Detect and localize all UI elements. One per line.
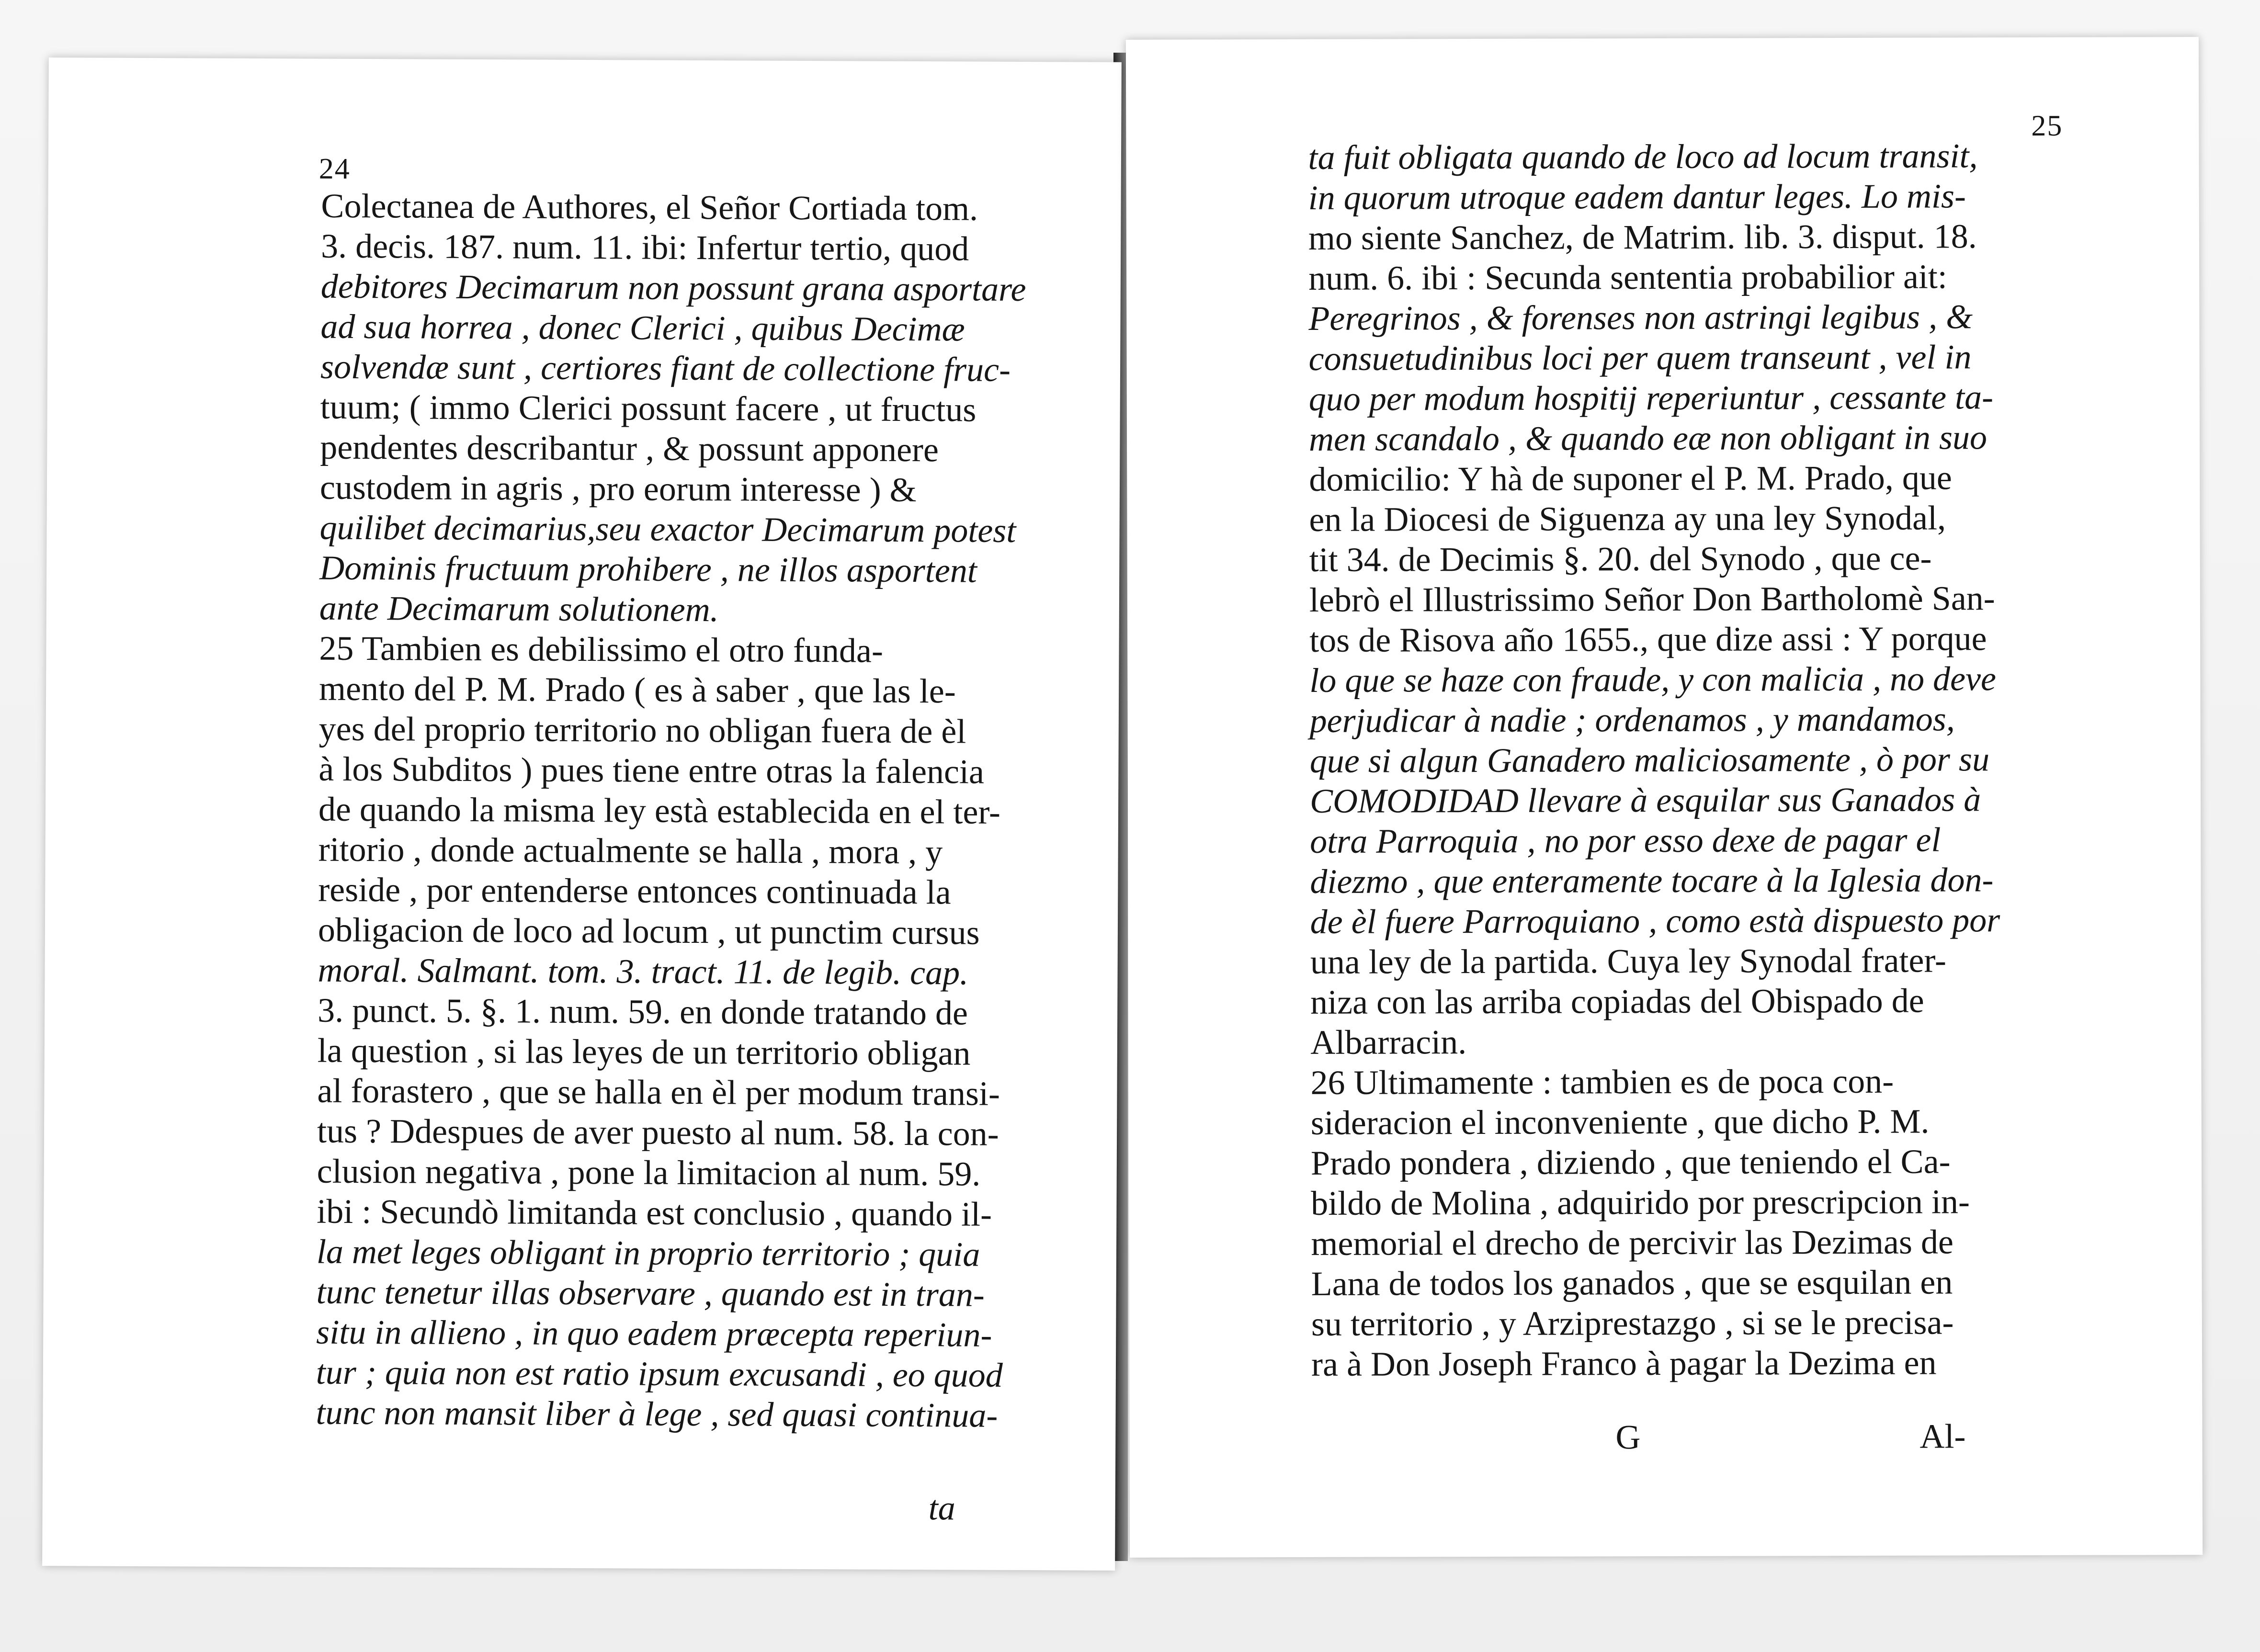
text-line: solvendæ sunt , certiores fiant de collectione fruc- <box>320 347 1011 389</box>
text-line: ra à Don Joseph Franco à pagar la Dezima en <box>1311 1343 1937 1383</box>
text-line: Peregrinos , & forenses non astringi legibus , & <box>1308 297 1973 338</box>
text-line: en la Diocesi de Siguenza ay una ley Synodal, <box>1309 498 1946 539</box>
text-line: quo per modum hospitij reperiuntur , cessante ta- <box>1308 378 1994 418</box>
text-line: debitores Decimarum non possunt grana asportare <box>320 267 1026 309</box>
text-line: 3. punct. 5. §. 1. num. 59. en donde tratando de <box>318 991 968 1032</box>
text-line: su territorio , y Arziprestazgo , si se le precisa- <box>1311 1303 1954 1343</box>
text-line: mento del P. M. Prado ( es à saber , que las le- <box>318 669 956 711</box>
right-page <box>1126 37 2203 1558</box>
text-line: ante Decimarum solutionem. <box>319 588 719 629</box>
right-catchword: Al- <box>1919 1417 1966 1456</box>
text-line: ta fuit obligata quando de loco ad locum transit, <box>1308 136 1978 177</box>
text-line: obligacion de loco ad locum , ut punctim cursus <box>318 910 980 952</box>
text-line: ibi : Secundò limitanda est conclusio , quando il- <box>317 1192 992 1233</box>
text-line: reside , por entenderse entonces continuada la <box>318 870 951 912</box>
text-line: perjudicar à nadie ; ordenamos , y mandamos, <box>1309 700 1955 740</box>
text-line: memorial el drecho de percivir las Dezimas de <box>1311 1222 1953 1263</box>
text-line: tunc tenetur illas observare , quando est in tran- <box>316 1272 985 1314</box>
text-line: domicilio: Y hà de suponer el P. M. Prado, que <box>1309 458 1952 498</box>
left-page <box>42 57 1122 1571</box>
text-line: moral. Salmant. tom. 3. tract. 11. de legib. cap. <box>318 950 969 992</box>
text-line: ad sua horrea , donec Clerici , quibus Decimæ <box>320 307 965 349</box>
text-line: niza con las arriba copiadas del Obispado de <box>1310 981 1924 1021</box>
text-line: num. 6. ibi : Secunda sententia probabilior ait: <box>1308 257 1947 297</box>
right-page-number: 25 <box>2031 109 2063 142</box>
text-line: la met leges obligant in proprio territorio ; quia <box>316 1232 980 1274</box>
text-line: otra Parroquia , no por esso dexe de pagar el <box>1310 820 1941 860</box>
text-line: Prado pondera , diziendo , que teniendo el Ca- <box>1310 1142 1951 1182</box>
text-line: tus ? Ddespues de aver puesto al num. 58. la con- <box>317 1111 999 1153</box>
text-line: al forastero , que se halla en èl per modum transi- <box>317 1071 1000 1113</box>
left-page-number: 24 <box>318 152 351 185</box>
text-line: à los Subditos ) pues tiene entre otras la falencia <box>318 749 985 791</box>
text-line: sideracion el inconveniente , que dicho P. M. <box>1310 1102 1930 1142</box>
text-line: la question , si las leyes de un territorio obligan <box>317 1031 971 1073</box>
text-line: tur ; quia non est ratio ipsum excusandi , eo quod <box>316 1353 1003 1394</box>
text-line: bildo de Molina , adquirido por prescripcion in- <box>1311 1182 1970 1222</box>
text-line: de èl fuere Parroquiano , como està dispuesto por <box>1310 901 2000 941</box>
text-line: de quando la misma ley està establecida en el ter- <box>318 790 1001 831</box>
text-line: situ in allieno , in quo eadem præcepta reperiun- <box>316 1313 992 1354</box>
text-line: 25 Tambien es debilissimo el otro funda- <box>319 629 884 670</box>
text-line: una ley de la partida. Cuya ley Synodal frater- <box>1310 941 1947 981</box>
text-line: tuum; ( immo Clerici possunt facere , ut fructus <box>320 387 977 429</box>
text-line: clusion negativa , pone la limitacion al num. 59. <box>317 1152 981 1193</box>
text-line: Albarracin. <box>1310 1023 1467 1062</box>
text-line: quilibet decimarius,seu exactor Decimarum potest <box>319 508 1016 550</box>
text-line: diezmo , que enteramente tocare à la Iglesia don- <box>1310 860 1994 901</box>
text-line: Dominis fructuum prohibere , ne illos asportent <box>319 548 977 590</box>
text-line: tos de Risova año 1655., que dize assi : Y porque <box>1309 619 1987 659</box>
left-page-text <box>316 186 1026 1436</box>
text-line: que si algun Ganadero maliciosamente , ò por su <box>1309 740 1990 780</box>
text-line: custodem in agris , pro eorum interesse ) & <box>319 468 917 509</box>
text-line: Lana de todos los ganados , que se esquilan en <box>1311 1263 1953 1303</box>
text-line: in quorum utroque eadem dantur leges. Lo mis- <box>1308 177 1966 217</box>
text-line: tit 34. de Decimis §. 20. del Synodo , que ce- <box>1309 539 1932 579</box>
text-line: consuetudinibus loci per quem transeunt , vel in <box>1308 338 1972 378</box>
right-page-text <box>1308 136 2000 1384</box>
text-line: lebrò el Illustrissimo Señor Don Bartholomè San- <box>1309 579 1995 619</box>
text-line: pendentes describantur , & possunt apponere <box>320 428 939 469</box>
text-line: yes del proprio territorio no obligan fuera de èl <box>318 709 966 751</box>
text-line: men scandalo , & quando eæ non obligant in suo <box>1308 418 1987 458</box>
right-signature-mark: G <box>1615 1418 1641 1457</box>
text-line: lo que se haze con fraude, y con malicia , no deve <box>1309 659 1997 700</box>
left-catchword: ta <box>928 1489 955 1528</box>
text-line: 3. decis. 187. num. 11. ibi: Infertur tertio, quod <box>320 226 969 268</box>
text-line: mo siente Sanchez, de Matrim. lib. 3. disput. 18. <box>1308 217 1977 257</box>
text-line: COMODIDAD llevare à esquilar sus Ganados à <box>1309 780 1981 820</box>
text-line: 26 Ultimamente : tambien es de poca con- <box>1310 1062 1894 1102</box>
text-line: ritorio , donde actualmente se halla , mora , y <box>318 830 943 871</box>
text-line: tunc non mansit liber à lege , sed quasi continua- <box>316 1393 998 1435</box>
text-line: Colectanea de Authores, el Señor Cortiada tom. <box>321 186 978 228</box>
